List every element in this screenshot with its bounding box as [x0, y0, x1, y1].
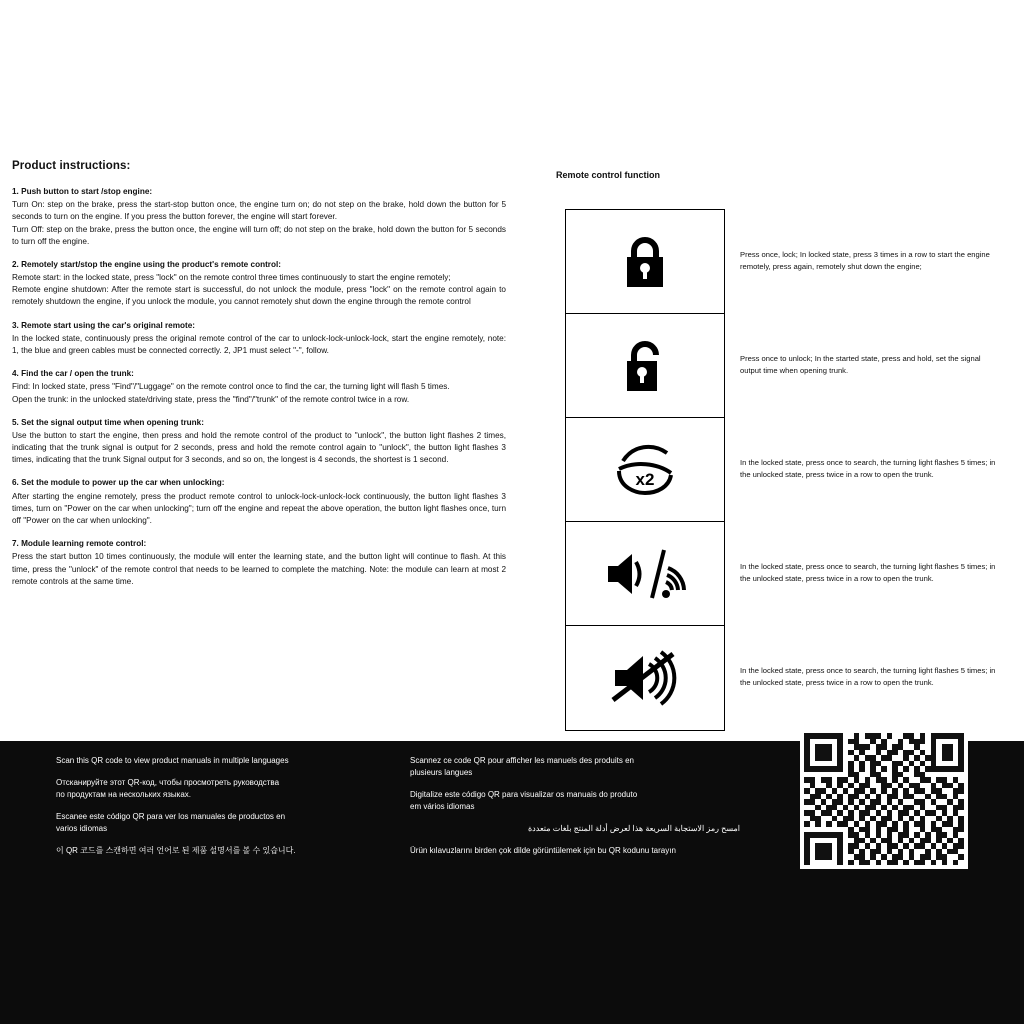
function-description	[740, 313, 996, 417]
instruction-block	[12, 477, 506, 527]
instruction-heading: 1. Push button to start /stop engine:	[12, 187, 153, 196]
band-text-line: 이 QR 코드를 스캔하면 여러 언어로 된 제품 설명서를 볼 수 있습니다.	[56, 846, 296, 855]
instruction-body: In the locked state, continuously press the original remote control of the car to unlock-lock-unlock-lock, start the engine remotely, note: 1, the blue and green cables must be connected correctly. 2, JP1 must select "-", follow.	[12, 333, 506, 356]
bottom-black-area	[0, 882, 1024, 1024]
instruction-heading: 6. Set the module to power up the car when unlocking:	[12, 478, 225, 488]
lock-closed-icon	[614, 231, 676, 293]
instruction-heading: 2. Remotely start/stop the engine using the product's remote control:	[12, 259, 281, 269]
horn-signal-icon	[602, 546, 688, 602]
instruction-body: Use the button to start the engine, then press and hold the remote control of the product to "unlock", the button light flashes 2 times, indicating that the trunk signal is output for 2 seconds, press and hold the remote control again to "unlock", the button light flashes 3 times, indicating that the trunk Signal output for 3 seconds, and so on, the longest is 4 seconds, the shortest is 1 second.	[12, 431, 506, 465]
band-text-line: Scannez ce code QR pour afficher les manuels des produits en plusieurs langues	[410, 756, 634, 777]
band-text-line: Scan this QR code to view product manuals in multiple languages	[56, 756, 289, 765]
svg-text:x2: x2	[635, 469, 655, 489]
instruction-block	[12, 417, 506, 467]
band-text-line: Отсканируйте этот QR-код, чтобы просмотреть руководства по продуктам на нескольких языках.	[56, 778, 280, 799]
trunk-x2-icon	[609, 439, 681, 501]
instruction-heading: 7. Module learning remote control:	[12, 539, 147, 549]
function-description-text: Press once to unlock; In the started state, press and hold, set the signal output time when opening trunk.	[740, 354, 981, 375]
band-text-line: Ürün kılavuzlarını birden çok dilde görüntülemek için bu QR kodunu tarayın	[410, 846, 676, 855]
function-row-lock	[566, 210, 724, 314]
product-instructions-title: Product instructions:	[12, 160, 131, 172]
band-text-line: امسح رمز الاستجابة السريعة هذا لعرض أدلة المنتج بلغات متعددة	[527, 824, 740, 833]
instruction-body: After starting the engine remotely, press the product remote control to unlock-lock-unlock-lock continuously, the button light flashes 3 times, turn on "Power on the car when unlocking"; turn off the engine and repeat the above operation, the button light flashes once, turn off "Power on the car when unlocking".	[12, 491, 506, 526]
function-row-unlock	[566, 314, 724, 418]
function-description-text: In the locked state, press once to search, the turning light flashes 5 times; in the unlocked state, press twice in a row to open the trunk.	[740, 562, 996, 583]
band-text-line: Escanee este código QR para ver los manuales de productos en varios idiomas	[56, 812, 286, 833]
remote-function-description-list	[740, 209, 996, 729]
lock-open-icon	[614, 335, 676, 397]
instruction-heading: 4. Find the car / open the trunk:	[12, 369, 134, 379]
function-row-horn	[566, 522, 724, 626]
function-description	[740, 521, 996, 625]
function-row-trunk	[566, 418, 724, 522]
instruction-body: Remote start: in the locked state, press "lock" on the remote control three times continuously to start the engine remotely; Remote engine shutdown: After the remote start is successful, do not unlock the module, press "lock" on the remote control again to remotely shutdown the engine, if you unlock the module, you cannot remotely shut down the engine through the remote control	[12, 273, 506, 307]
instruction-heading: 3. Remote start using the car's original remote:	[12, 320, 196, 330]
band-text-line: Digitalize este código QR para visualizar os manuais do produto em vários idiomas	[410, 790, 638, 811]
qr-code	[804, 733, 964, 865]
instruction-body: Turn On: step on the brake, press the start-stop button once, the engine turn on; do not step on the brake, hold down the button for 5 seconds to turn on the engine. If you press the button forever, the engine will start forever. Turn Off: step on the brake, press the button once, the engine will turn off; do not step on the brake, hold down the button for 5 seconds to turn off the engine.	[12, 200, 506, 246]
function-description	[740, 209, 996, 313]
remote-function-icon-table	[565, 209, 725, 731]
function-description-text: In the locked state, press once to search, the turning light flashes 5 times; in the unlocked state, press twice in a row to open the trunk.	[740, 458, 996, 479]
instruction-block	[12, 320, 506, 358]
band-left-column	[56, 755, 386, 857]
qr-code-card	[800, 729, 968, 869]
speaker-mute-icon	[607, 650, 683, 706]
function-description	[740, 417, 996, 521]
instruction-block	[12, 368, 506, 406]
instruction-block-list	[12, 186, 506, 588]
band-right-column	[410, 755, 740, 857]
function-description-text: Press once, lock; In locked state, press 3 times in a row to start the engine remotely, press again, remotely shut down the engine;	[740, 250, 990, 271]
function-description-text: In the locked state, press once to search, the turning light flashes 5 times; in the unlocked state, press twice in a row to open the trunk.	[740, 666, 996, 687]
function-row-mute	[566, 626, 724, 730]
instruction-block	[12, 538, 506, 588]
instruction-body: Press the start button 10 times continuously, the module will enter the learning state, and the button light will continue to flash. At this time, press the "unlock" of the remote control that needs to be learned to complete the matching. Note: the module can learn at most 2 remote controls at the same time.	[12, 552, 506, 586]
product-instructions-section	[12, 160, 506, 599]
remote-control-function-title: Remote control function	[556, 170, 660, 180]
instruction-block	[12, 259, 506, 309]
instruction-body: Find: In locked state, press "Find"/"Luggage" on the remote control once to find the car, the turning light will flash 5 times. Open the trunk: in the unlocked state/driving state, press the "find"/"trunk" of the remote control twice in a row.	[12, 382, 450, 404]
function-description	[740, 625, 996, 729]
instruction-heading: 5. Set the signal output time when opening trunk:	[12, 417, 204, 427]
instruction-block	[12, 186, 506, 248]
